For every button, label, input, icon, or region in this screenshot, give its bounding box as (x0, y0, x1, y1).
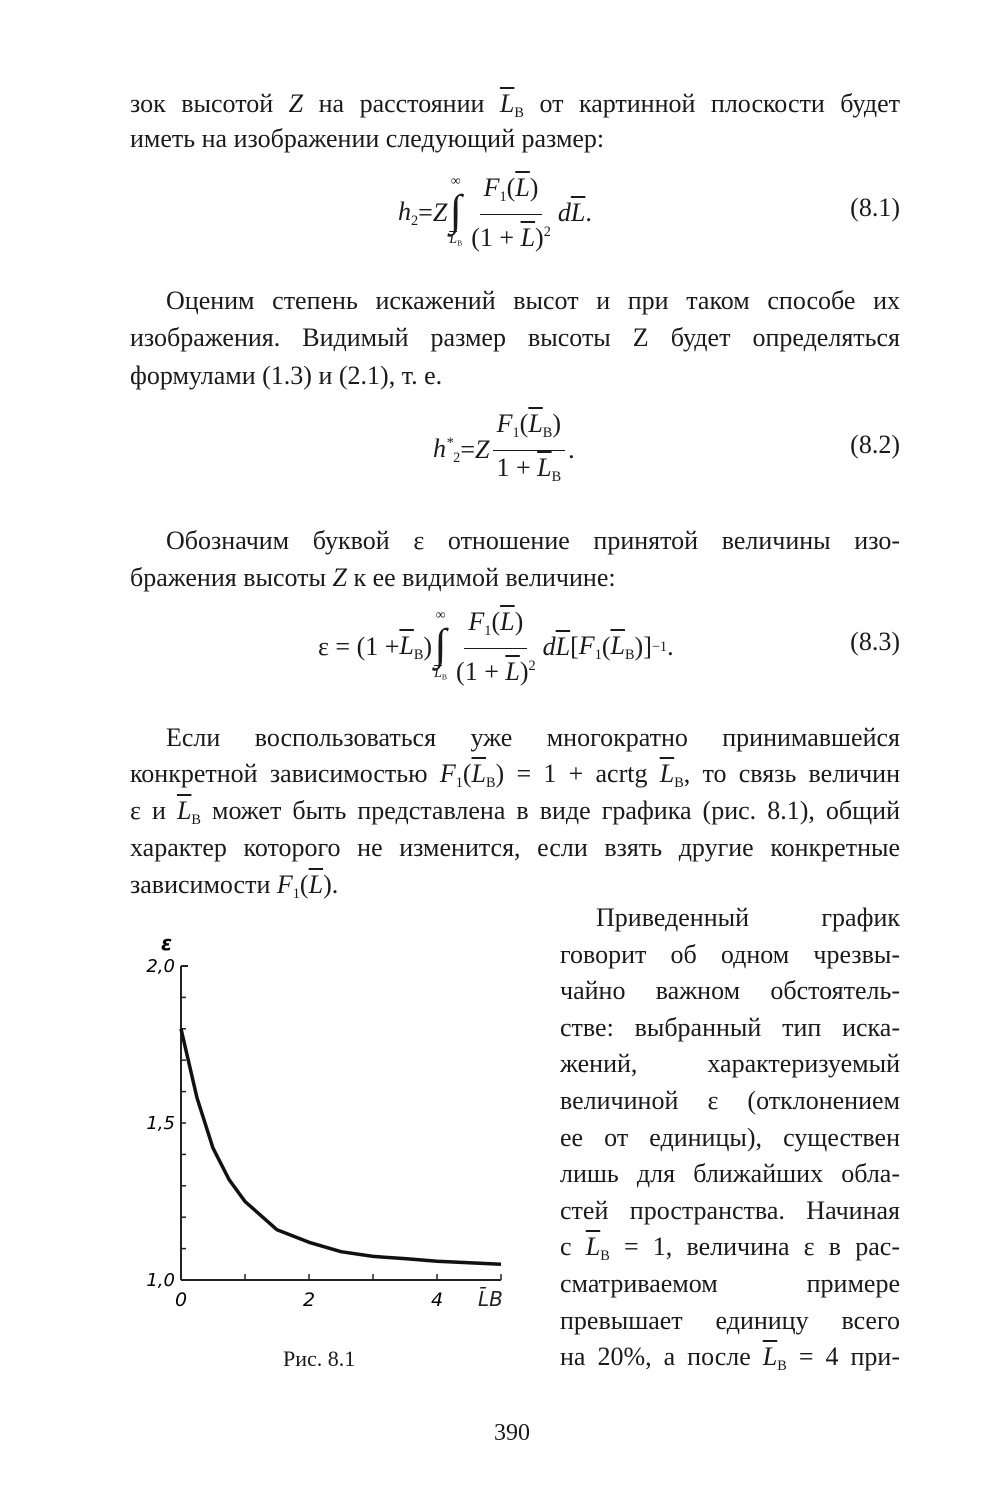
text-run: жений, характеризуемый (560, 1049, 900, 1079)
variable-letter: F (483, 173, 500, 202)
subscript: 1 (594, 646, 602, 663)
text-run: ) (514, 607, 524, 636)
x-tick-label: 0 (174, 1289, 188, 1311)
variable-letter: $\overline{L}$ (449, 232, 458, 248)
text-run: ( (299, 870, 309, 899)
superscript: 2 (543, 224, 551, 240)
variable-letter: Z (432, 198, 448, 227)
text-run: ее от единицы), существен (560, 1122, 900, 1152)
variable-letter: h (398, 196, 411, 226)
text-line (560, 937, 900, 973)
text-run: превышает единицу всего (560, 1305, 900, 1335)
math-variable (611, 631, 635, 664)
text-run: ( (462, 759, 472, 788)
variable-letter: Z (288, 89, 304, 118)
math-variable (543, 632, 556, 662)
text-run: ( (519, 408, 529, 438)
integral-upper-limit: ∞ (450, 174, 461, 190)
variable-letter: $\overline{L}$ (308, 870, 324, 899)
variable-letter: $\overline{L}$ (515, 173, 530, 202)
text-run: характер которого не изменится, если взять другие конкретные (130, 833, 900, 862)
y-tick-label: 2,0 (146, 956, 175, 977)
text-line (560, 1266, 900, 1302)
text-run: = (460, 435, 475, 464)
math-variable (558, 198, 571, 228)
variable-letter: $\overline{L}$ (528, 408, 543, 438)
variable-letter: $\overline{L}$ (176, 796, 192, 825)
superscript: −1 (651, 638, 668, 655)
text-run: на 20%, а после (560, 1342, 763, 1372)
math-variable (505, 657, 519, 686)
text-run: величиной ε (отклонением (560, 1086, 900, 1115)
math-variable (762, 1342, 787, 1375)
subscript: B (551, 468, 562, 485)
numerator (464, 607, 527, 649)
text-run: ( (491, 607, 501, 636)
fraction (492, 409, 565, 492)
text-run: (1 + (471, 223, 521, 252)
subscript: 1 (292, 886, 300, 902)
math-variable (556, 632, 570, 662)
math-variable (309, 870, 323, 899)
text-run: ). (323, 870, 339, 899)
math-variable (176, 796, 201, 828)
text-line (560, 973, 900, 1009)
integral-sign: ∫ (449, 186, 462, 236)
text-run: = (418, 198, 433, 227)
math-variable (521, 223, 535, 252)
math-variable (500, 607, 514, 636)
integral-sign: ∫ (434, 620, 447, 670)
text-run: (1 + (456, 657, 506, 686)
equation (130, 597, 900, 697)
text-run: ) (535, 223, 544, 252)
subscript: B (457, 238, 463, 248)
x-axis-label: L̄B (478, 1287, 503, 1311)
subscript: B (413, 646, 424, 663)
denominator (467, 215, 555, 253)
text-run: от картинной плоскости будет (523, 89, 900, 118)
text-line (560, 1193, 900, 1229)
text-line (560, 1046, 900, 1082)
text-run: [ (570, 632, 579, 661)
text-line (560, 1303, 900, 1339)
text-line (130, 720, 900, 756)
variable-letter: $\overline{L}$ (537, 452, 552, 482)
text-run: , то связь величин (683, 759, 900, 788)
subscript: B (486, 775, 496, 791)
text-line (130, 560, 900, 596)
variable-letter: d (557, 198, 571, 227)
subscript: 2 (453, 449, 461, 466)
variable-letter: Z (332, 563, 347, 592)
text-run: с (560, 1232, 586, 1262)
text-run: 1 + (496, 452, 538, 482)
math-variable (398, 197, 418, 230)
text-run: изображения. Видимый размер высоты Z будет определяться (130, 323, 900, 352)
math-variable (439, 759, 463, 791)
integral (449, 175, 462, 251)
subscript: B (191, 812, 201, 828)
text-line (560, 1010, 900, 1046)
text-run: ) (423, 632, 433, 661)
math-variable (289, 89, 303, 118)
text-run: )] (634, 632, 652, 661)
equation (130, 400, 900, 500)
equation-number: (8.1) (850, 193, 900, 222)
variable-letter: F (276, 870, 293, 899)
variable-letter: $\overline{L}$ (500, 607, 515, 636)
variable-letter: $\overline{L}$ (499, 89, 515, 118)
math-variable (433, 434, 460, 467)
text-line (560, 1120, 900, 1156)
math-variable (276, 870, 300, 902)
variable-letter: $\overline{L}$ (505, 657, 520, 686)
subscript: B (674, 775, 684, 791)
text-line (130, 283, 900, 319)
variable-letter: $\overline{L}$ (471, 759, 486, 788)
equation-body (398, 163, 592, 263)
variable-letter: $\overline{L}$ (659, 759, 675, 788)
subscript: B (514, 105, 524, 121)
math-variable (579, 631, 602, 664)
subscript: B (777, 1358, 787, 1375)
variable-letter: $\overline{L}$ (585, 1232, 601, 1262)
math-variable (433, 198, 447, 228)
math-variable (468, 607, 492, 639)
subscript: B (624, 646, 635, 663)
math-variable (483, 173, 507, 205)
variable-letter: $\overline{L}$ (610, 630, 625, 660)
text-line (130, 320, 900, 356)
y-tick-label: 1,5 (146, 1113, 175, 1134)
subscript: 1 (455, 775, 463, 791)
variable-letter: $\overline{L}$ (399, 630, 414, 660)
subscript: 1 (499, 189, 507, 205)
text-line (560, 1083, 900, 1119)
denominator (452, 649, 540, 687)
text-run: на расстоянии (303, 89, 500, 118)
subscript: B (542, 424, 553, 441)
text-run: стей пространства. Начиная (560, 1195, 900, 1225)
subscript: B (441, 672, 448, 682)
math-variable (659, 759, 684, 791)
denominator (492, 451, 565, 492)
text-line (130, 121, 900, 157)
numerator (480, 173, 543, 215)
text-line (130, 830, 900, 866)
text-run: ) (552, 408, 561, 438)
text-line (596, 900, 900, 936)
text-run: ) (519, 657, 529, 686)
subscript: 1 (484, 623, 492, 639)
math-variable (537, 452, 562, 485)
math-variable (528, 408, 553, 441)
superscript: 2 (528, 658, 536, 674)
variable-letter: F (439, 759, 456, 788)
fraction (452, 607, 540, 687)
variable-letter: d (542, 632, 556, 661)
variable-letter: $\overline{L}$ (762, 1342, 778, 1372)
text-run: ε = (1 + (318, 632, 400, 661)
integral-lower-limit (434, 667, 447, 685)
math-variable (585, 1232, 610, 1265)
text-run: Если воспользоваться уже многократно принимавшейся (166, 723, 900, 752)
epsilon-curve (181, 1029, 501, 1265)
y-tick-label: 1,0 (146, 1270, 175, 1291)
figure-caption: Рис. 8.1 (283, 1346, 356, 1371)
text-run: = 4 при- (786, 1342, 900, 1372)
subscript: B (600, 1248, 610, 1265)
integral-upper-limit: ∞ (435, 608, 446, 624)
variable-letter: F (578, 630, 595, 660)
text-run: ) (529, 173, 539, 202)
math-variable (496, 408, 520, 441)
text-run: Обозначим буквой ε отношение принятой величины изо- (166, 526, 900, 555)
math-variable (333, 563, 347, 592)
x-tick-label: 2 (302, 1289, 316, 1311)
subscript: 2 (411, 212, 419, 229)
integral (434, 609, 447, 685)
variable-letter: F (468, 607, 485, 636)
math-variable (475, 435, 489, 465)
math-variable (449, 232, 462, 247)
text-run: = 1, величина ε в рас- (609, 1232, 900, 1262)
equation-body (318, 597, 674, 697)
text-run: стве: выбранный тип иска- (560, 1012, 900, 1042)
text-run: говорит об одном чрезвы- (560, 939, 900, 969)
text-run: . (585, 198, 592, 227)
text-run: формулами (1.3) и (2.1), т. е. (130, 361, 443, 390)
text-run: зависимости (130, 870, 277, 899)
y-axis-label: ε (161, 931, 173, 955)
variable-letter: $\overline{L}$ (434, 666, 442, 682)
page-number: 390 (494, 1420, 530, 1446)
math-variable (399, 631, 423, 664)
text-run: к ее видимой величине: (346, 563, 616, 592)
text-run: Оценим степень искажений высот и при таком способе их (166, 286, 900, 315)
variable-letter: $\overline{L}$ (520, 223, 536, 252)
text-run: бражения высоты (130, 563, 333, 592)
figure-8-1-chart (130, 930, 530, 1330)
variable-letter: h (433, 433, 446, 463)
subscript: 1 (512, 424, 520, 441)
text-line (130, 358, 900, 394)
text-run: конкретной зависимостью (130, 759, 440, 788)
equation (130, 163, 900, 263)
x-tick-label: 4 (430, 1289, 444, 1311)
math-variable (515, 173, 529, 202)
fraction (467, 173, 555, 253)
text-run: ( (506, 173, 516, 202)
math-variable (434, 666, 447, 681)
text-run: . (667, 632, 674, 661)
numerator (493, 409, 565, 451)
variable-letter: F (496, 408, 513, 438)
text-run: ( (601, 632, 611, 661)
text-run: зок высотой (130, 89, 289, 118)
equation-number: (8.2) (850, 430, 900, 459)
math-variable (471, 759, 496, 791)
text-run: ) = 1 + acrtg (495, 759, 660, 788)
integral-lower-limit (449, 233, 462, 251)
text-line (560, 1339, 900, 1384)
equation-number: (8.3) (850, 627, 900, 656)
variable-letter: $\overline{L}$ (555, 632, 571, 661)
text-run: чайно важном обстоятель- (560, 976, 900, 1006)
text-run: иметь на изображении следующий размер: (130, 124, 605, 153)
text-run: . (568, 435, 575, 464)
math-variable (499, 89, 524, 121)
text-line (130, 523, 900, 559)
text-run: сматриваемом примере (560, 1269, 900, 1298)
text-run: лишь для ближайших обла- (560, 1159, 900, 1189)
text-run: может быть представлена в виде графика (рис. 8.1), общий (200, 796, 900, 825)
text-run: Приведенный график (596, 903, 900, 932)
equation-body (433, 400, 575, 500)
variable-letter: Z (474, 435, 490, 464)
math-variable (571, 198, 585, 228)
superscript: * (446, 434, 454, 451)
text-run: ε и (130, 796, 177, 825)
variable-letter: $\overline{L}$ (570, 198, 586, 227)
text-line (560, 1156, 900, 1192)
